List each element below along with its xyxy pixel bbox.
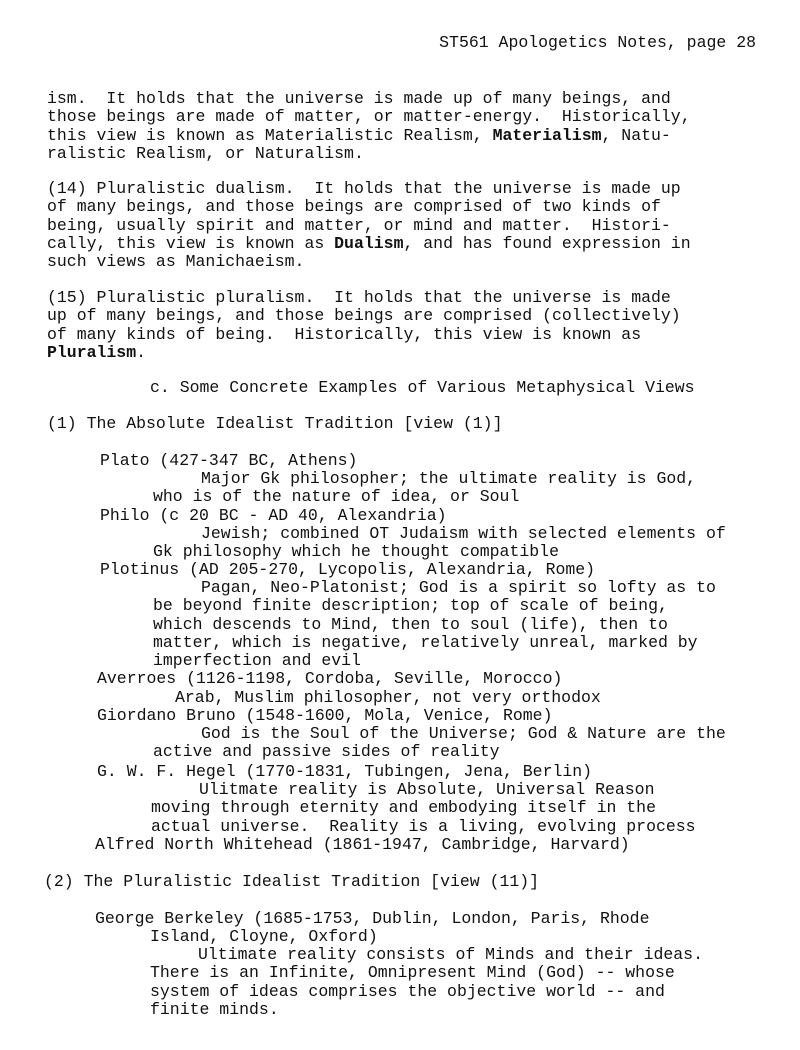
text-line: system of ideas comprises the objective world -- and xyxy=(150,981,665,1001)
text-line: which descends to Mind, then to soul (life), then to xyxy=(153,614,668,634)
text-line: cally, this view is known as Dualism, and has found expression in xyxy=(47,233,691,253)
text-line: this view is known as Materialistic Realism, Materialism, Natu- xyxy=(47,125,671,145)
text-line: (14) Pluralistic dualism. It holds that the universe is made up xyxy=(47,179,681,198)
text-line: Major Gk philosopher; the ultimate reality is God, xyxy=(201,469,697,488)
text-line: who is of the nature of idea, or Soul xyxy=(153,487,520,507)
text-line: of many kinds of being. Historically, this view is known as xyxy=(47,324,642,344)
entry-name: Giordano Bruno (1548-1600, Mola, Venice, Rome) xyxy=(97,706,553,725)
text-line: ralistic Realism, or Naturalism. xyxy=(47,143,364,163)
text-line: Pluralism. xyxy=(47,342,147,362)
entry-name: G. W. F. Hegel (1770-1831, Tubingen, Jena, Berlin) xyxy=(97,762,593,781)
term-dualism: Dualism xyxy=(334,233,404,253)
text-line: finite minds. xyxy=(150,999,279,1019)
text-line: matter, which is negative, relatively unreal, marked by xyxy=(153,632,698,652)
text-line: those beings are made of matter, or matter-energy. Historically, xyxy=(47,107,691,127)
text-line: of many beings, and those beings are comprised of two kinds of xyxy=(47,197,661,217)
text-line: ism. It holds that the universe is made up of many beings, and xyxy=(47,89,671,108)
entry-name: Averroes (1126-1198, Cordoba, Seville, Morocco) xyxy=(97,669,563,688)
paragraph-14 xyxy=(47,180,691,271)
text-line: be beyond finite description; top of scale of being, xyxy=(153,596,668,616)
text-line: Ulitmate reality is Absolute, Universal Reason xyxy=(199,780,655,799)
entry-philo xyxy=(100,507,447,525)
entry-whitehead xyxy=(95,836,630,854)
entry-plotinus xyxy=(100,561,595,579)
text-line: There is an Infinite, Omnipresent Mind (God) -- whose xyxy=(150,963,675,983)
entry-hegel-desc xyxy=(151,781,696,836)
text-line: active and passive sides of reality xyxy=(153,742,500,762)
entry-averroes xyxy=(97,670,562,688)
paragraph-materialism xyxy=(47,90,691,163)
text-line: Jewish; combined OT Judaism with selected elements of xyxy=(201,524,726,543)
entry-name-cont: Island, Cloyne, Oxford) xyxy=(150,927,378,947)
entry-berkeley-desc xyxy=(150,946,703,1019)
text-line: imperfection and evil xyxy=(153,651,361,671)
entry-hegel xyxy=(97,763,592,781)
text-line: moving through eternity and embodying itself in the xyxy=(151,798,656,818)
text-line: (15) Pluralistic pluralism. It holds that the universe is made xyxy=(47,288,671,307)
text-line: actual universe. Reality is a living, evolving process xyxy=(151,816,696,836)
entry-philo-desc xyxy=(153,525,726,562)
text-line: being, usually spirit and matter, or mind and matter. Histori- xyxy=(47,215,671,235)
entry-plato-desc xyxy=(153,470,696,507)
text-line: Pagan, Neo-Platonist; God is a spirit so lofty as to xyxy=(201,578,716,597)
entry-name: George Berkeley (1685-1753, Dublin, London, Paris, Rhode xyxy=(95,909,650,928)
tradition-2-heading: (2) The Pluralistic Idealist Tradition [view (11)] xyxy=(44,872,540,891)
entry-name: Philo (c 20 BC - AD 40, Alexandria) xyxy=(100,506,447,525)
text-line: such views as Manichaeism. xyxy=(47,252,305,272)
term-pluralism: Pluralism xyxy=(47,342,137,362)
entry-bruno xyxy=(97,707,552,725)
text-line: God is the Soul of the Universe; God & Nature are the xyxy=(201,724,726,743)
tradition-1-heading: (1) The Absolute Idealist Tradition [view (1)] xyxy=(47,414,503,433)
entry-plato xyxy=(100,452,357,470)
text-line: up of many beings, and those beings are comprised (collectively) xyxy=(47,306,681,326)
entry-name: Plato (427-347 BC, Athens) xyxy=(100,451,358,470)
entry-averroes-desc xyxy=(175,689,601,707)
entry-name: Alfred North Whitehead (1861-1947, Cambridge, Harvard) xyxy=(95,835,630,854)
entry-name: Plotinus (AD 205-270, Lycopolis, Alexandria, Rome) xyxy=(100,560,596,579)
paragraph-15 xyxy=(47,289,681,362)
section-heading-c: c. Some Concrete Examples of Various Metaphysical Views xyxy=(150,378,695,397)
entry-plotinus-desc xyxy=(153,579,716,670)
term-materialism: Materialism xyxy=(492,125,602,145)
entry-berkeley xyxy=(95,910,650,947)
text-line: Ultimate reality consists of Minds and their ideas. xyxy=(198,945,703,964)
entry-bruno-desc xyxy=(153,725,726,762)
text-line: Gk philosophy which he thought compatible xyxy=(153,542,559,562)
text-line: Arab, Muslim philosopher, not very orthodox xyxy=(175,688,601,707)
page-header: ST561 Apologetics Notes, page 28 xyxy=(439,33,756,52)
